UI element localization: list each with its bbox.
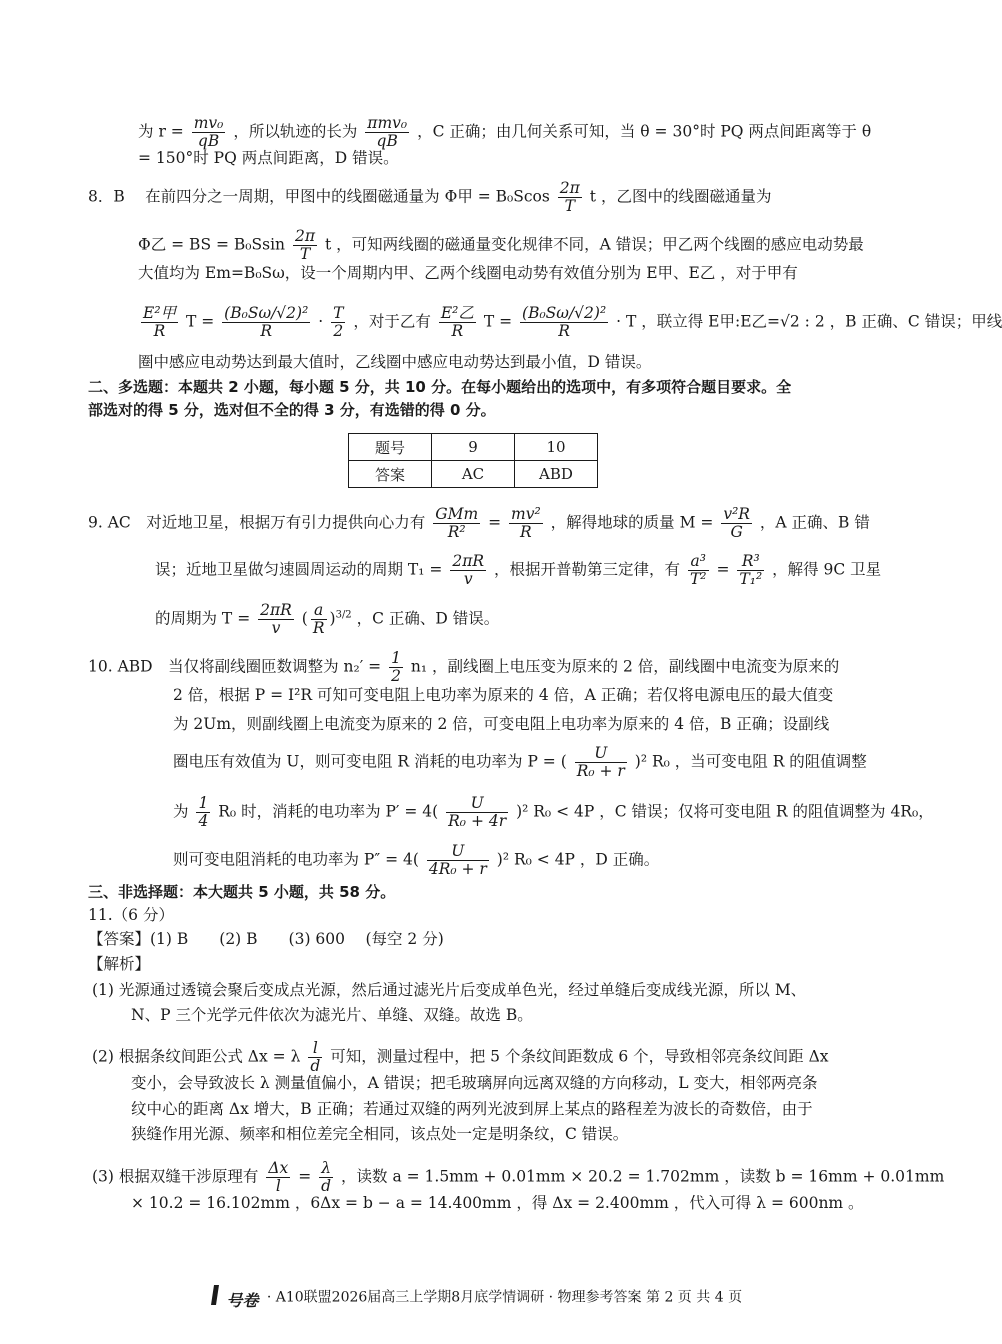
numerator: mv² — [511, 505, 541, 523]
text-line — [92, 1160, 944, 1195]
fraction — [293, 228, 317, 263]
page-footer — [0, 1284, 950, 1311]
numerator: U — [427, 843, 489, 861]
numerator: (B₀Sω/√2)² — [224, 304, 309, 322]
text-line — [155, 553, 881, 588]
denominator: v — [271, 619, 281, 637]
fraction — [308, 1040, 322, 1075]
numerator: mv₀ — [193, 114, 224, 132]
text: T = — [483, 312, 513, 331]
text: ，解得地球的质量 M = — [550, 513, 714, 532]
text: n₁ ，副线圈上电压变为原来的 2 倍，副线圈中电流变为原来的 — [410, 657, 840, 676]
numerator: (B₀Sω/√2)² — [522, 304, 607, 322]
text: ，C 正确；由几何关系可知，当 θ = 30°时 PQ 两点间距离等于 θ — [417, 122, 872, 141]
text: ，C 正确、D 错误。 — [356, 609, 500, 628]
text: = — [298, 1167, 312, 1186]
section-heading: 二、多选题：本题共 2 小题，每小题 5 分，共 10 分。在每小题给出的选项中，有多项符合题目要求。全 — [88, 378, 792, 396]
text: · T — [616, 312, 637, 331]
numerator: 2π — [559, 179, 580, 197]
fraction — [319, 1160, 333, 1195]
table-cell: 9 — [432, 434, 515, 461]
numerator: Δx — [268, 1159, 289, 1177]
numerator: R³ — [737, 553, 764, 571]
fraction — [365, 115, 409, 150]
fraction — [266, 1160, 290, 1195]
denominator: R — [558, 322, 570, 340]
fraction — [520, 305, 608, 340]
fraction — [389, 650, 403, 685]
numerator: T — [333, 304, 344, 322]
text: 的周期为 T = — [155, 609, 251, 628]
text-line — [92, 1040, 829, 1075]
text-line: 狭缝作用光源、频率和相位差完全相同，该点处一定是明条纹，C 错误。 — [131, 1125, 629, 1143]
denominator: R₀ + 4r — [448, 812, 507, 830]
fraction — [446, 795, 508, 830]
text: ，对于乙有 — [353, 312, 431, 331]
fraction — [575, 745, 627, 780]
denominator: G — [730, 523, 743, 541]
fraction — [141, 305, 178, 340]
text: 为 — [173, 802, 189, 821]
denominator: R₀ + r — [576, 762, 625, 780]
brand-mark-icon — [208, 1284, 222, 1306]
text-line — [173, 795, 934, 830]
denominator: d — [321, 1177, 332, 1195]
denominator: d — [310, 1057, 321, 1075]
denominator: T — [299, 245, 311, 263]
fraction — [688, 553, 709, 588]
text-line — [138, 115, 871, 150]
numerator: a³ — [688, 553, 709, 571]
text-line: = 150°时 PQ 两点间距离，D 错误。 — [138, 149, 399, 167]
text: t ，乙图中的线圈磁通量为 — [589, 187, 772, 206]
numerator: λ — [319, 1160, 333, 1178]
denominator: 4 — [198, 812, 209, 830]
numerator: l — [308, 1040, 322, 1058]
numerator: v²R — [723, 505, 750, 523]
text: 为 — [138, 122, 154, 141]
text: 圈电压有效值为 U，则可变电阻 R 消耗的电功率为 P = ( — [173, 752, 567, 771]
text: · — [318, 312, 324, 331]
numerator: a — [311, 602, 327, 620]
text-line: 【解析】 — [88, 955, 151, 973]
denominator: R — [520, 523, 532, 541]
table-cell: AC — [432, 461, 515, 488]
exponent: 3/2 — [335, 609, 352, 621]
text: ，所以轨迹的长为 — [233, 122, 358, 141]
fraction — [192, 115, 226, 150]
denominator: 2 — [391, 667, 401, 685]
fraction — [737, 553, 764, 588]
numerator: 1 — [198, 794, 209, 812]
text-line: 的周期为 T = $\frac{2\pi R}{v}$ ( $\frac{a}{R}$ )$^{3/2}$ ，C 正确、D 错误。 — [155, 601, 500, 637]
numerator: E²乙 — [440, 304, 474, 322]
text: r = — [158, 122, 184, 141]
text-line: 11.（6 分） — [88, 906, 174, 924]
brand-logo — [208, 1284, 258, 1311]
text: )² R₀ ，当可变电阻 R 的阻值调整 — [634, 752, 867, 771]
denominator: R — [153, 322, 166, 340]
fraction — [433, 506, 480, 541]
denominator: l — [275, 1177, 281, 1195]
table-cell: 答案 — [349, 461, 432, 488]
text: 8．B 在前四分之一周期，甲图中的线圈磁通量为 Φ甲 = B₀Scos — [88, 187, 550, 206]
text-line: 变小，会导致波长 λ 测量值偏小，A 错误；把毛玻璃屏向远离双缝的方向移动，L 变大，相邻两亮条 — [131, 1074, 818, 1092]
denominator: qB — [197, 132, 220, 150]
text: 10. ABD 当仅将副线圈匝数调整为 n₂′ = — [88, 657, 382, 676]
text-line — [173, 745, 867, 780]
table-cell: 10 — [515, 434, 598, 461]
denominator: T — [564, 197, 575, 215]
brand-name: 号卷 — [226, 1291, 259, 1310]
text: ，解得 9C 卫星 — [772, 560, 882, 579]
numerator: 1 — [391, 649, 401, 667]
numerator: U — [575, 745, 627, 763]
footer-text: · A10联盟2026届高三上学期8月底学情调研 · 物理参考答案 第 2 页 共 4 页 — [266, 1289, 743, 1306]
text-line: (1) 光源通过透镜会聚后变成点光源，然后通过滤光片后变成单色光，经过单缝后变成线光源，所以 M、 — [92, 981, 807, 999]
denominator: R — [451, 322, 464, 340]
text: 9. AC 对近地卫星，根据万有引力提供向心力有 — [88, 513, 426, 532]
numerator: πmv₀ — [367, 114, 408, 132]
table-row — [349, 434, 598, 461]
text-line — [88, 650, 839, 685]
numerator: E²甲 — [143, 304, 177, 322]
table-cell: ABD — [515, 461, 598, 488]
numerator: GMm — [435, 505, 479, 523]
fraction — [427, 843, 489, 878]
section-heading: 三、非选择题：本大题共 5 小题，共 58 分。 — [88, 883, 396, 901]
text: ，A 正确、B 错 — [759, 513, 870, 532]
numerator: U — [446, 795, 508, 813]
text: 则可变电阻消耗的电功率为 P″ = 4( — [173, 850, 419, 869]
fraction — [311, 602, 327, 637]
denominator: v — [463, 570, 473, 588]
text-line — [138, 228, 864, 263]
text-line — [138, 305, 1002, 340]
denominator: 4R₀ + r — [428, 860, 487, 878]
denominator: 2 — [333, 322, 344, 340]
denominator: R² — [447, 523, 466, 541]
text-line: 大值均为 Em=B₀Sω，设一个周期内甲、乙两个线圈电动势有效值分别为 E甲、E乙 ，对于甲有 — [138, 264, 798, 282]
text: (3) 根据双缝干涉原理有 — [92, 1167, 259, 1186]
text-line: 圈中感应电动势达到最大值时，乙线圈中感应电动势达到最小值，D 错误。 — [138, 353, 652, 371]
answer-table — [348, 433, 598, 488]
text-line: 纹中心的距离 Δx 增大，B 正确；若通过双缝的两列光波到屏上某点的路程差为波长的奇数倍，由于 — [131, 1100, 813, 1118]
text-line: 为 2Um，则副线圈上电流变为原来的 2 倍，可变电阻上电功率为原来的 4 倍，B 正确；设副线 — [173, 715, 830, 733]
table-row — [349, 461, 598, 488]
text-line: × 10.2 = 16.102mm ，6Δx = b − a = 14.400mm ，得 Δx = 2.400mm ，代入可得 λ = 600nm 。 — [131, 1194, 864, 1212]
fraction — [258, 602, 294, 637]
fraction — [450, 553, 486, 588]
text: (2) 根据条纹间距公式 Δx = λ — [92, 1047, 301, 1066]
text: 误；近地卫星做匀速圆周运动的周期 T₁ = — [155, 560, 443, 579]
text: 可知，测量过程中，把 5 个条纹间距数成 6 个，导致相邻亮条纹间距 Δx — [330, 1047, 829, 1066]
denominator: T² — [689, 570, 707, 588]
text: t ，可知两线圈的磁通量变化规律不同，A 错误；甲乙两个线圈的感应电动势最 — [324, 235, 864, 254]
text-line: N、P 三个光学元件依次为滤光片、单缝、双缝。故选 B。 — [131, 1006, 533, 1024]
numerator: 2πR — [452, 552, 485, 570]
denominator: T₁² — [739, 570, 763, 588]
fraction — [196, 795, 210, 830]
text: T = — [185, 312, 215, 331]
denominator: R — [260, 322, 273, 340]
denominator: qB — [376, 132, 398, 150]
fraction — [721, 506, 752, 541]
fraction — [222, 305, 310, 340]
text: ，根据开普勒第三定律，有 — [494, 560, 681, 579]
text: )² R₀ < 4P ，D 正确。 — [496, 850, 660, 869]
text: )² R₀ < 4P ，C 错误；仅将可变电阻 R 的阻值调整为 4R₀， — [516, 802, 934, 821]
section-heading: 部选对的得 5 分，选对但不全的得 3 分，有选错的得 0 分。 — [88, 401, 496, 419]
text: = — [488, 513, 502, 532]
numerator: 2π — [294, 227, 316, 245]
text-line — [88, 506, 870, 541]
text: ，读数 a = 1.5mm + 0.01mm × 20.2 = 1.702mm ，读数 b = 16mm + 0.01mm — [341, 1167, 945, 1186]
fraction — [558, 180, 582, 215]
text-line — [88, 180, 771, 215]
table-cell: 题号 — [349, 434, 432, 461]
fraction — [439, 305, 476, 340]
text-line: 2 倍，根据 P = I²R 可知可变电阻上电功率为原来的 4 倍，A 正确；若仅将电源电压的最大值变 — [173, 686, 834, 704]
text: = — [716, 560, 730, 579]
text: Φ乙 = BS = B₀Ssin — [138, 235, 286, 254]
fraction — [331, 305, 345, 340]
text: R₀ 时，消耗的电功率为 P′ = 4( — [218, 802, 439, 821]
text: ，联立得 E甲:E乙=√2 : 2 ，B 正确、C 错误；甲线 — [641, 312, 1002, 331]
fraction — [509, 506, 543, 541]
denominator: R — [312, 619, 325, 637]
answer-line: 【答案】(1) B (2) B (3) 600 (每空 2 分) — [88, 930, 444, 948]
numerator: 2πR — [260, 601, 292, 619]
text-line — [173, 843, 659, 878]
